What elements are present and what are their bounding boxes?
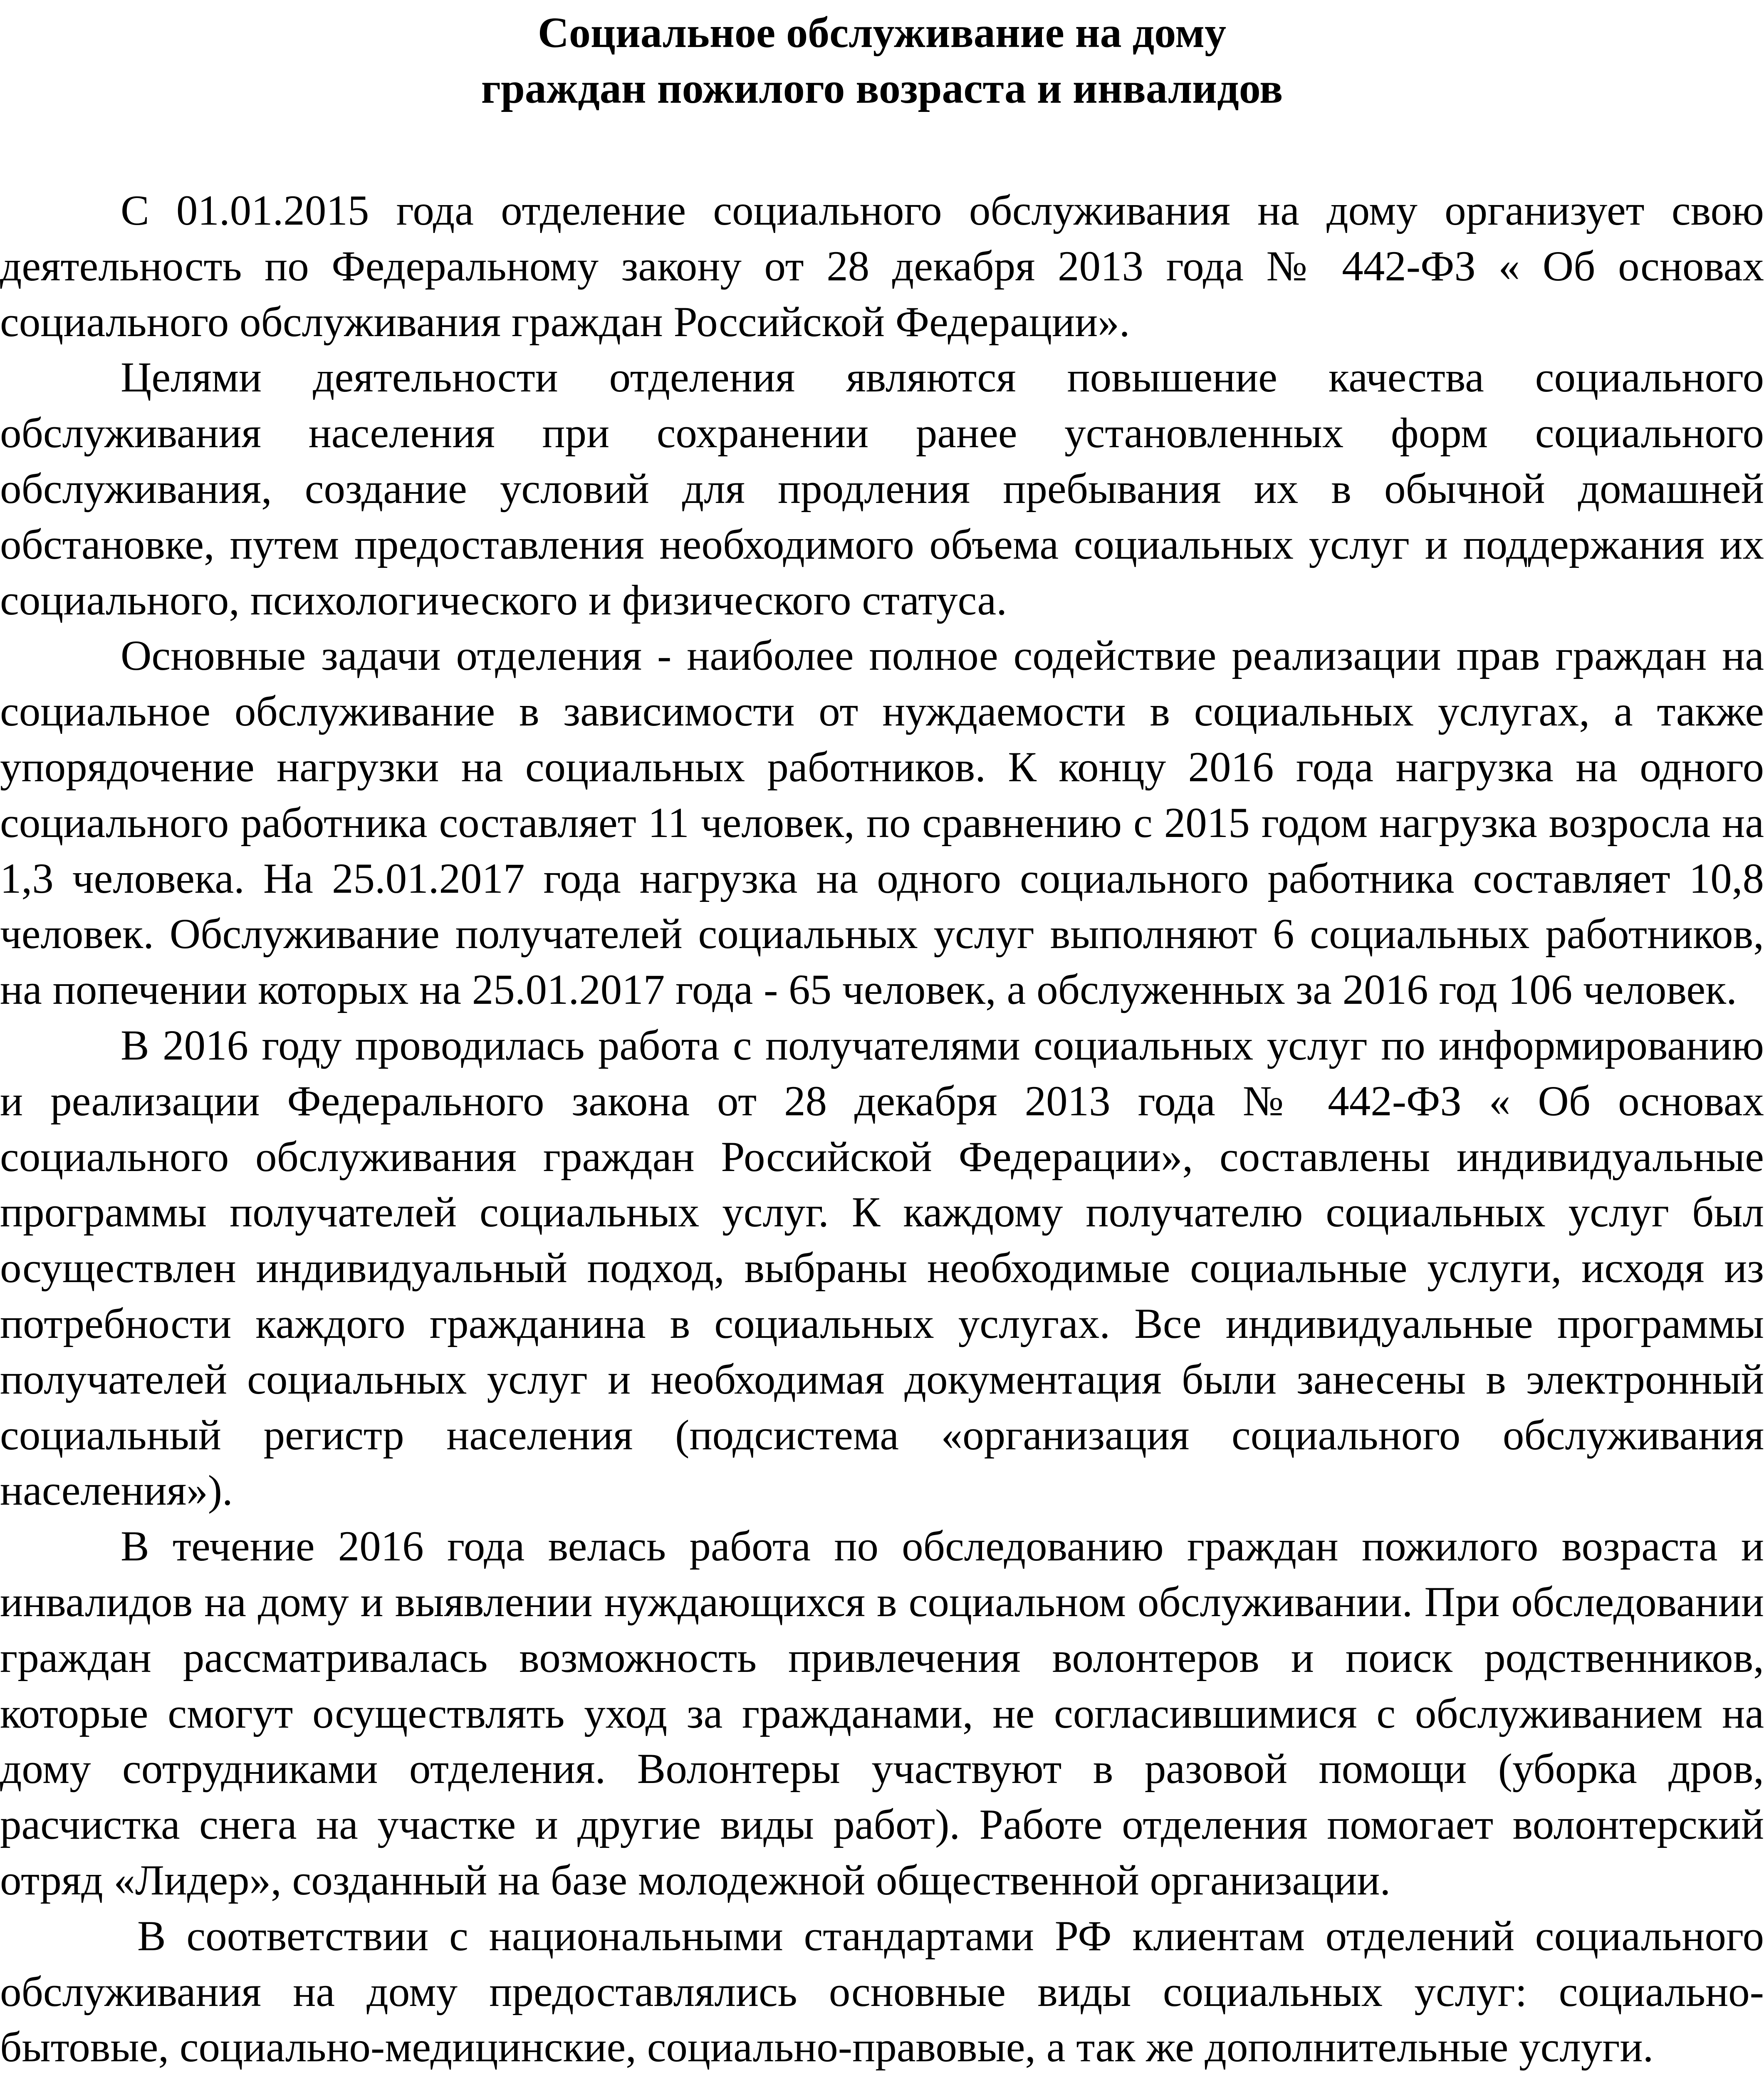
paragraph-7: [0, 2075, 1764, 2080]
document-body: [0, 183, 1764, 2080]
paragraph-3: Основные задачи отделения - наиболее полное содействие реализации прав граждан на социальное обслуживание в зависимости от нуждаемости в социальных услугах, а также упорядочение нагрузки на социальных работников. К концу 2016 года нагрузка на одного социального работника составляет 11 человек, по сравнению с 2015 годом нагрузка возросла на 1,3 человека. На 25.01.2017 года нагрузка на одного социального работника составляет 10,8 человек. Обслуживание получателей социальных услуг выполняют 6 социальных работников, на попечении которых на 25.01.2017 года - 65 человек, а обслуженных за 2016 год 106 человек.: [0, 632, 1764, 1014]
paragraph-5: В течение 2016 года велась работа по обследованию граждан пожилого возраста и инвалидов на дому и выявлении нуждающихся в социальном обслуживании. При обследовании граждан рассматривалась возможность привлечения волонтеров и поиск родственников, которые смогут осуществлять уход за гражданами, не согласившимися с обслуживанием на дому сотрудниками отделения. Волонтеры участвуют в разовой помощи (уборка дров, расчистка снега на участке и другие виды работ). Работе отделения помогает волонтерский отряд «Лидер», созданный на базе молодежной общественной организации.: [0, 1523, 1764, 1904]
paragraph-2: Целями деятельности отделения являются повышение качества социального обслуживания населения при сохранении ранее установленных форм социального обслуживания, создание условий для продления пребывания их в обычной домашней обстановке, путем предоставления необходимого объема социальных услуг и поддержания их социального, психологического и физического статуса.: [0, 354, 1764, 624]
title-line-2: граждан пожилого возраста и инвалидов: [481, 64, 1283, 112]
title-line-1: Социальное обслуживание на дому: [537, 9, 1227, 57]
paragraph-4: В 2016 году проводилась работа с получателями социальных услуг по информированию и реализации Федерального закона от 28 декабря 2013 года № 442-ФЗ « Об основах социального обслуживания граждан Российской Федерации», составлены индивидуальные программы получателей социальных услуг. К каждому получателю социальных услуг был осуществлен индивидуальный подход, выбраны необходимые социальные услуги, исходя из потребности каждого гражданина в социальных услугах. Все индивидуальные программы получателей социальных услуг и необходимая документация были занесены в электронный социальный регистр населения (подсистема «организация социального обслуживания населения»).: [0, 1021, 1764, 1515]
paragraph-6: В соответствии с национальными стандартами РФ клиентам отделений социального обслуживания на дому предоставлялись основные виды социальных услуг: социально-бытовые, социально-медицинские, социально-правовые, а так же дополнительные услуги.: [0, 1912, 1764, 2071]
paragraph-1: С 01.01.2015 года отделение социального обслуживания на дому организует свою деятельность по Федеральному закону от 28 декабря 2013 года № 442-ФЗ « Об основах социального обслуживания граждан Российской Федерации».: [0, 187, 1764, 346]
document-title: [0, 5, 1764, 116]
